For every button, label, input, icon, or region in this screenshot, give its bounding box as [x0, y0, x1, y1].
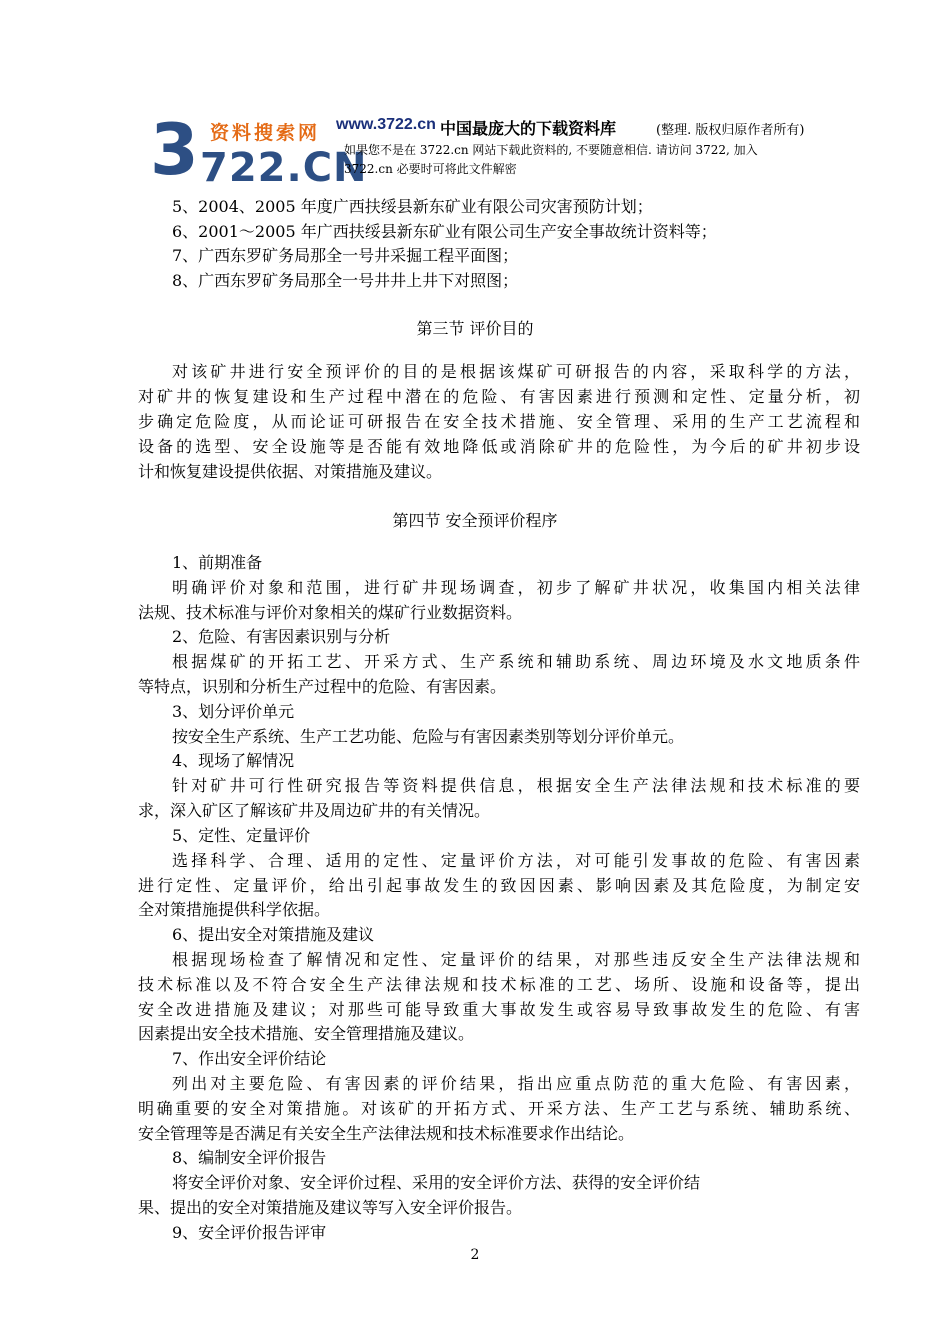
logo-domain: 722.CN — [200, 145, 368, 191]
step-heading: 7、作出安全评价结论 — [172, 1049, 327, 1068]
paragraph-line: 设备的选型、安全设施等是否能有效地降低或消除矿井的危险性，为今后的矿井初步设 — [138, 437, 860, 456]
paragraph-line: 技术标准以及不符合安全生产法律法规和技术标准的工艺、场所、设施和设备等，提出 — [138, 975, 860, 994]
step-heading: 2、危险、有害因素识别与分析 — [172, 627, 391, 646]
paragraph-line: 因素提出安全技术措施、安全管理措施及建议。 — [138, 1024, 475, 1043]
paragraph-line: 全对策措施提供科学依据。 — [138, 900, 331, 919]
list-item: 7、广西东罗矿务局那全一号井采掘工程平面图； — [172, 246, 519, 265]
paragraph-line: 选择科学、合理、适用的定性、定量评价方法，对可能引发事故的危险、有害因素 — [172, 851, 860, 870]
paragraph-line: 进行定性、定量评价，给出引起事故发生的致因因素、影响因素及其危险度，为制定安 — [138, 876, 860, 895]
header-notice-line-1: 如果您不是在 3722.cn 网站下载此资料的, 不要随意相信. 请访问 3722, 加入 — [344, 143, 758, 157]
header-slogan: 中国最庞大的下载资料库 — [440, 119, 617, 138]
paragraph-line: 法规、技术标准与评价对象相关的煤矿行业数据资料。 — [138, 603, 523, 622]
paragraph-line: 对矿井的恢复建设和生产过程中潜在的危险、有害因素进行预测和定性、定量分析，初 — [138, 387, 860, 406]
paragraph-line: 列出对主要危险、有害因素的评价结果，指出应重点防范的重大危险、有害因素， — [172, 1074, 860, 1093]
paragraph-line: 根据现场检查了解情况和定性、定量评价的结果，对那些违反安全生产法律法规和 — [172, 950, 860, 969]
header-copyright-note: (整理. 版权归原作者所有) — [656, 123, 805, 138]
list-item: 5、2004、2005 年度广西扶绥县新东矿业有限公司灾害预防计划； — [172, 197, 653, 216]
page-number: 2 — [470, 1247, 480, 1263]
step-heading: 3、划分评价单元 — [172, 702, 295, 721]
logo-digit: 3 — [150, 109, 199, 191]
paragraph-line: 将安全评价对象、安全评价过程、采用的安全评价方法、获得的安全评价结 — [172, 1173, 701, 1192]
paragraph-line: 明确重要的安全对策措施。对该矿的开拓方式、开采方法、生产工艺与系统、辅助系统、 — [138, 1099, 860, 1118]
paragraph-line: 求，深入矿区了解该矿井及周边矿井的有关情况。 — [138, 801, 491, 820]
header-site-link[interactable]: www.3722.cn — [336, 116, 436, 133]
paragraph-line: 按安全生产系统、生产工艺功能、危险与有害因素类别等划分评价单元。 — [172, 727, 685, 746]
list-item: 8、广西东罗矿务局那全一号井井上井下对照图； — [172, 271, 519, 290]
paragraph-line: 根据煤矿的开拓工艺、开采方式、生产系统和辅助系统、周边环境及水文地质条件 — [172, 652, 860, 671]
paragraph-line: 针对矿井可行性研究报告等资料提供信息，根据安全生产法律法规和技术标准的要 — [172, 776, 860, 795]
paragraph-line: 等特点，识别和分析生产过程中的危险、有害因素。 — [138, 677, 507, 696]
header-notice-line-2: 3722.cn 必要时可将此文件解密 — [344, 162, 517, 176]
step-heading: 4、现场了解情况 — [172, 751, 295, 770]
paragraph-line: 对该矿井进行安全预评价的目的是根据该煤矿可研报告的内容，采取科学的方法， — [172, 362, 860, 381]
step-heading: 9、安全评价报告评审 — [172, 1223, 327, 1242]
paragraph-line: 明确评价对象和范围，进行矿井现场调查，初步了解矿井状况，收集国内相关法律 — [172, 578, 860, 597]
section-3-title: 第三节 评价目的 — [416, 319, 534, 338]
step-heading: 1、前期准备 — [172, 553, 263, 572]
section-4-title: 第四节 安全预评价程序 — [392, 511, 558, 530]
site-logo — [150, 109, 368, 192]
paragraph-line: 步确定危险度，从而论证可研报告在安全技术措施、安全管理、采用的生产工艺流程和 — [138, 412, 860, 431]
paragraph-line: 安全改进措施及建议；对那些可能导致重大事故发生或容易导致事故发生的危险、有害 — [138, 1000, 860, 1019]
step-heading: 8、编制安全评价报告 — [172, 1148, 327, 1167]
paragraph-line: 果、提出的安全对策措施及建议等写入安全评价报告。 — [138, 1198, 523, 1217]
step-heading: 5、定性、定量评价 — [172, 826, 311, 845]
list-item: 6、2001～2005 年广西扶绥县新东矿业有限公司生产安全事故统计资料等； — [172, 222, 717, 241]
step-heading: 6、提出安全对策措施及建议 — [172, 925, 375, 944]
logo-chinese-text: 资料搜索网 — [210, 122, 321, 144]
paragraph-line: 安全管理等是否满足有关安全生产法律法规和技术标准要求作出结论。 — [138, 1124, 635, 1143]
paragraph-line: 计和恢复建设提供依据、对策措施及建议。 — [138, 462, 443, 481]
